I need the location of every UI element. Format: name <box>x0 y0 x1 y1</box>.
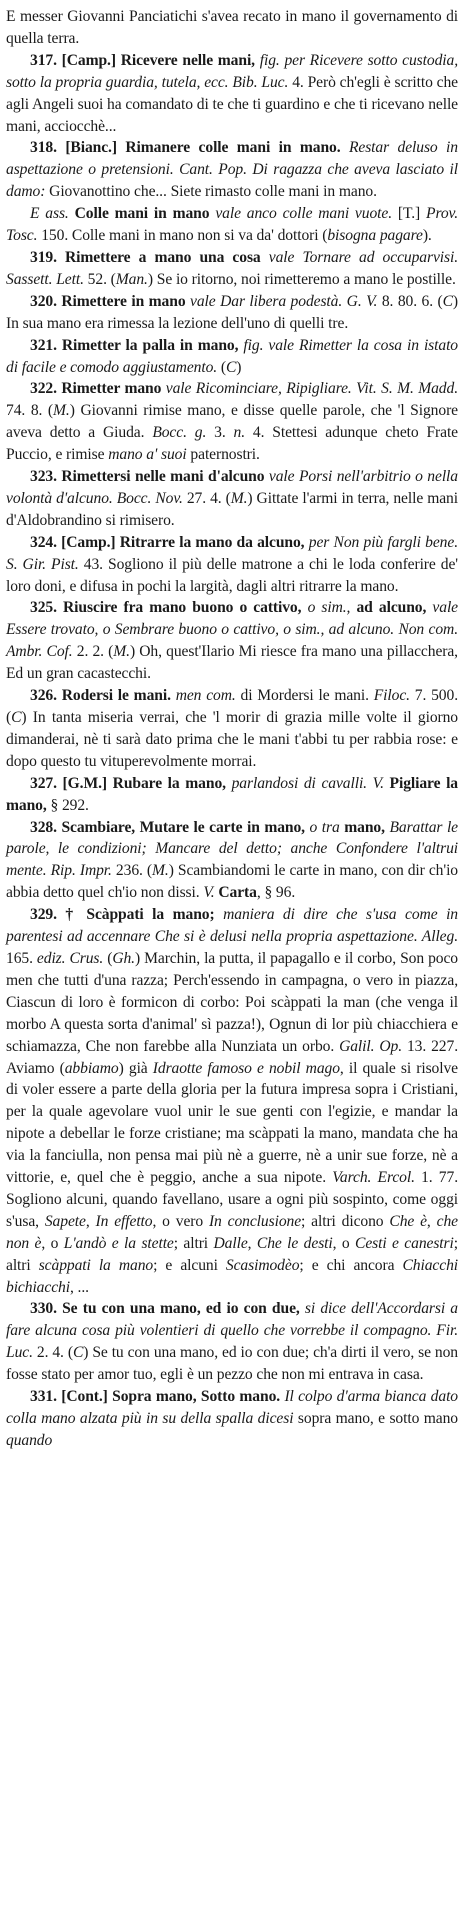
italic-run: vale Essere trovato, o Sembrare buono o cattivo, o sim., ad alcuno. Non com. Ambr. Cof. <box>6 599 458 661</box>
italic-run: C <box>225 358 237 376</box>
italic-run: per Non più fargli bene. S. Gir. Pist. <box>6 533 458 573</box>
italic-run: Scasimodèo <box>225 1256 300 1274</box>
text-run: [T.] <box>397 205 427 223</box>
text-run: , <box>426 1212 437 1230</box>
text-run: 236. ( <box>115 862 152 880</box>
dictionary-entry <box>6 50 458 138</box>
italic-run: Man. <box>115 270 148 288</box>
text-run: ( <box>220 358 226 376</box>
dictionary-entry <box>6 291 458 335</box>
text-run: 3. <box>214 424 234 442</box>
text-run: paternostri. <box>186 446 260 464</box>
dictionary-entry <box>6 466 458 532</box>
text-run: ) Se io ritorno, noi rimetteremo a mano le postille. <box>147 270 456 288</box>
entry-headword: Ricevere nelle mani, <box>120 51 260 69</box>
italic-run: Prov. Tosc. <box>6 205 458 245</box>
entry-headword: 329. † Scàppati la mano; <box>30 906 224 924</box>
entry-paragraph <box>6 137 458 203</box>
italic-run: quando <box>6 1431 53 1449</box>
entry-paragraph <box>6 50 458 138</box>
italic-run: Restar deluso in aspettazione o pretensioni. Cant. Pop. Di ragazza che aveva lasciato il damo: <box>6 139 458 201</box>
entry-paragraph <box>6 532 458 598</box>
italic-run: Dalle <box>213 1234 248 1252</box>
italic-run: L'andò e la stette <box>63 1234 174 1252</box>
text-run: 8. 80. 6. ( <box>381 292 443 310</box>
italic-run: Cesti e canestri <box>355 1234 454 1252</box>
text-run: ). <box>422 227 432 245</box>
italic-run: In conclusione <box>208 1212 302 1230</box>
entry-headword: 331. [Cont.] <box>30 1388 113 1406</box>
text-run: , o <box>332 1234 356 1252</box>
text-run: ) Marchin, la putta, il papagallo e il corbo, Son poco men che tutti d'una razza; Perch'essendo in campagna, o vero in piazza, Ciascun di loro è formicon di corbo: Poi scàppati la man (che venga il morbo A questa sorta d'animal' sì pazza!), Ognun di lor più chiacchiera e schiamazza, Che non farebbe alla Nunziata un orbo. <box>6 949 458 1055</box>
italic-run: scàppati la mano <box>38 1256 154 1274</box>
italic-run: In effetto <box>95 1212 153 1230</box>
text-run: 7. 500. ( <box>6 687 458 726</box>
text-run: 2. 2. ( <box>76 643 114 661</box>
entry-paragraph <box>6 773 458 817</box>
italic-run: Gh. <box>112 949 135 967</box>
entry-headword: 330. Se tu con una mano, ed io con due, <box>30 1300 305 1318</box>
entry-paragraph <box>6 291 458 335</box>
italic-run: fig. vale Rimetter la cosa in istato di facile e comodo aggiustamento. <box>6 336 458 376</box>
text-run: ; e chi ancora <box>299 1256 403 1274</box>
entry-headword: Sopra mano, Sotto mano. <box>112 1388 285 1406</box>
text-run: , <box>85 1212 96 1230</box>
italic-run: Galil. Op. <box>339 1037 407 1055</box>
entry-paragraph <box>6 335 458 379</box>
italic-run: o sim., <box>307 599 357 617</box>
italic-run: Chiacchi bichiacchi <box>6 1256 458 1296</box>
text-run: ; e alcuni <box>153 1256 226 1274</box>
dictionary-entry <box>6 335 458 379</box>
entry-headword: Colle mani in mano <box>74 205 216 223</box>
entry-headword: 321. Rimetter la palla in mano, <box>30 336 244 354</box>
italic-run: mano a' suoi <box>108 446 187 464</box>
entry-headword: 326. Rodersi le mani. <box>30 687 176 705</box>
text-run: 13. 227. Aviamo ( <box>6 1037 458 1077</box>
text-run: ( <box>107 949 113 967</box>
dictionary-entry <box>6 378 458 466</box>
entry-headword: ad alcuno, <box>356 599 433 617</box>
italic-run: C <box>442 292 453 310</box>
text-run: § 292. <box>50 796 89 814</box>
entry-paragraph <box>6 378 458 466</box>
entry-headword: 327. [G.M.] <box>30 774 113 792</box>
entry-headword: 324. [Camp.] <box>30 533 120 551</box>
text-run: 4. Però ch'egli è scritto che agli Angeli suoi ha comandato di te che ti guardino e che ti ricevano nelle mani, acciocchè... <box>6 73 458 135</box>
italic-run: parlandosi di cavalli. V. <box>231 774 390 792</box>
dictionary-entry <box>6 597 458 685</box>
italic-run: M. <box>113 643 130 661</box>
italic-run: Filoc. <box>373 687 415 705</box>
italic-run: vale Dar libera podestà. G. V. <box>190 292 382 310</box>
entry-headword: 318. [Bianc.] <box>30 139 126 157</box>
dictionary-entry <box>6 817 458 905</box>
entry-paragraph <box>6 597 458 685</box>
text-run: , il quale si risolve di voler essere a parte della gloria per la futura impresa sopra i Cristiani, per la quale agevolare vuol unir le sue genti con l'egizie, e mandar la nipote a debellar le forze cristiane; ma scàppati la mano, mandata che ha via la fanciulla, non pensa mai più nè a guerre, nè a unir sue forze, nè a vittorie, e, quel che è peggio, anche a sua nipote. <box>6 1059 459 1187</box>
italic-run: vale Porsi nell'arbitrio o nella volontà d'alcuno. Bocc. Nov. <box>6 468 458 507</box>
entry-headword: 320. Rimettere in mano <box>30 292 191 310</box>
entry-paragraph <box>6 817 458 905</box>
italic-run: Barattar le parole, le condizioni; Mancare del detto; anche Confondere l'altrui mente. Rip. Impr. <box>6 818 458 880</box>
italic-run: si dice dell'Accordarsi a fare alcuna cosa più volentieri di quello che vorrebbe il compagno. Fir. Luc. <box>6 1300 458 1362</box>
text-column <box>6 6 458 1452</box>
text-run: 1. 77. Sogliono alcuni, quando favellano, usare a ogni più sospinto, come oggi s'usa, <box>6 1169 458 1230</box>
entry-headword: Carta <box>218 884 257 902</box>
italic-run: V. <box>203 884 219 902</box>
italic-run: E ass. <box>30 205 75 223</box>
entry-paragraph <box>6 685 458 773</box>
italic-run: M. <box>152 862 169 880</box>
dictionary-entry <box>6 1298 458 1386</box>
text-run: 27. 4. ( <box>186 489 231 507</box>
text-run: 43. Sogliono il più delle matrone a chi le loda conferire de' loro doni, e difusa in pochi la largità, dagli altri ritrarre la mano. <box>6 555 459 595</box>
italic-run: M. <box>230 489 248 507</box>
text-run: 2. 4. ( <box>36 1344 73 1362</box>
entry-headword: 325. Riuscire fra mano buono o cattivo, <box>30 599 308 617</box>
italic-run: Il colpo d'arma bianca dato colla mano alzata più in su della spalla dicesi <box>6 1388 458 1427</box>
dictionary-entry <box>6 685 458 773</box>
entry-headword: 317. [Camp.] <box>30 51 121 69</box>
italic-run: Varch. Ercol. <box>332 1169 422 1187</box>
dictionary-entry <box>6 773 458 817</box>
italic-run: Che è <box>389 1212 427 1230</box>
entry-paragraph <box>6 6 458 50</box>
dictionary-entry <box>6 1386 458 1452</box>
text-run: ; altri dicono <box>301 1212 390 1230</box>
text-run: E messer Giovanni Panciatichi s'avea recato in mano il governamento di quella terra. <box>6 8 458 47</box>
italic-run: M. <box>53 402 70 420</box>
entry-headword: 319. Rimettere a mano una cosa <box>30 248 269 266</box>
entry-headword: Pigliare la mano, <box>6 774 459 814</box>
text-run: ; altri <box>6 1234 458 1274</box>
italic-run: Che le desti <box>256 1234 333 1252</box>
text-run: Giovanottino che... Siete rimasto colle mani in mano. <box>49 183 377 201</box>
dictionary-entry <box>6 904 458 1298</box>
text-run: , <box>247 1234 257 1252</box>
dictionary-entry <box>6 137 458 247</box>
text-run: 52. ( <box>87 270 116 288</box>
text-run: 74. 8. ( <box>6 402 54 420</box>
entry-paragraph <box>6 203 458 247</box>
italic-run: fig. per Ricevere sotto custodia, sotto la propria guardia, tutela, ecc. Bib. Luc. <box>6 51 458 91</box>
text-run: ) In tanta miseria verrai, che 'l morir di grazia mille volte il giorno dimanderai, nè ti sarà dato prima che le mani t'abbi tu per rabbia rose: e dopo questo tu vituperevolmente morrai. <box>6 709 458 770</box>
entry-paragraph <box>6 1386 458 1452</box>
text-run: ) Giovanni rimise mano, e disse quelle parole, che 'l Signore aveva detto a Giuda. <box>6 402 458 442</box>
italic-run: C <box>72 1344 84 1362</box>
italic-run: che non è <box>6 1212 458 1252</box>
italic-run: o tra <box>309 818 345 836</box>
text-run: di Mordersi le mani. <box>240 687 374 705</box>
entry-paragraph <box>6 1298 458 1386</box>
entry-paragraph <box>6 466 458 532</box>
dictionary-entry <box>6 6 458 50</box>
italic-run: bisogna pagare <box>327 227 423 245</box>
text-run: ; altri <box>173 1234 214 1252</box>
dictionary-entry <box>6 532 458 598</box>
italic-run: ediz. Crus. <box>36 949 108 967</box>
italic-run: abbiamo <box>64 1059 119 1077</box>
entry-paragraph <box>6 247 458 291</box>
text-run: ) Oh, quest'Ilario Mi riesce fra mano una pillacchera, Ed un gran cacastecchi. <box>6 643 458 683</box>
italic-run: Sapete <box>44 1212 86 1230</box>
italic-run: men com. <box>175 687 241 705</box>
italic-run: n. <box>233 424 253 442</box>
text-run: ) Se tu con una mano, ed io con due; ch'a dirti il vero, se non fosse stato per amor tuo, egli è un pezzo che non mi entrava in casa. <box>6 1344 458 1384</box>
italic-run: vale Tornare ad occuparvisi. Sassett. Lett. <box>6 248 458 288</box>
text-run: , § 96. <box>256 884 296 902</box>
entry-headword: Rimanere colle mani in mano. <box>125 139 349 157</box>
entry-paragraph <box>6 904 458 1298</box>
italic-run: Bocc. g. <box>152 424 215 442</box>
italic-run: C <box>11 709 22 726</box>
italic-run: maniera di dire che s'usa come in parentesi ad accennare Che si è delusi nella propria aspettazione. Alleg. <box>6 906 458 946</box>
text-run: 150. Colle mani in mano non si va da' dottori ( <box>41 227 328 245</box>
entry-headword: Ritrarre la mano da alcuno, <box>119 533 309 551</box>
text-run: ) <box>236 358 242 376</box>
entry-headword: mano, <box>344 818 390 836</box>
text-run: ) Gittate l'armi in terra, nelle mani d'Aldobrandino si rimisero. <box>6 489 458 529</box>
text-run: 4. Stettesi adunque cheto Frate Puccio, e rimise <box>6 424 459 464</box>
entry-headword: 328. Scambiare, Mutare le carte in mano, <box>30 818 310 836</box>
italic-run: vale Ricominciare, Ripigliare. Vit. S. M. Madd. <box>165 380 458 398</box>
text-run: , o <box>41 1234 64 1252</box>
entry-headword: 322. Rimetter mano <box>30 380 166 398</box>
text-run: 165. <box>6 949 37 967</box>
text-run: , ... <box>69 1278 89 1296</box>
text-run: sopra mano, e sotto mano <box>297 1410 459 1427</box>
text-run: ) già <box>118 1059 153 1077</box>
italic-run: vale anco colle mani vuote. <box>215 205 398 223</box>
text-run: ) Scambiandomi le carte in mano, con dir ch'io abbia detto quel ch'io non dissi. <box>6 862 459 902</box>
italic-run: Idraotte famoso e nobil mago <box>152 1059 340 1077</box>
text-run: , o vero <box>152 1212 209 1230</box>
entry-headword: 323. Rimettersi nelle mani d'alcuno <box>30 468 269 486</box>
entry-headword: Rubare la mano, <box>112 774 232 792</box>
text-run: ) In sua mano era rimessa la lezione dell'uno di quelli tre. <box>6 292 459 332</box>
dictionary-entry <box>6 247 458 291</box>
